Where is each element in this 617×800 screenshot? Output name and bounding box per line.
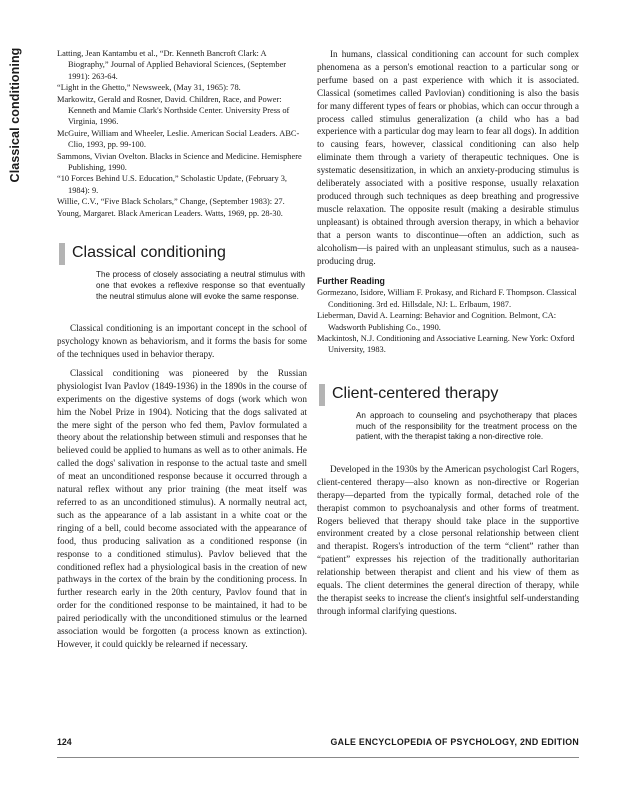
body-paragraph: Classical conditioning is an important concept in the school of psychology known as behaviorism, and it forms the basis for some of the techniques used in behavior therapy.	[57, 323, 307, 360]
reference-item: “Light in the Ghetto,” Newsweek, (May 31, 1965): 78.	[57, 83, 241, 93]
body-paragraph: Classical conditioning was pioneered by the Russian physiologist Ivan Pavlov (1849-1936) in the 1890s in the course of experiments on the digestive systems of dogs (work which won him the Nobel Prize in 1904). Noticing that the dogs salivated at the mere sight of the person who fed them, Pavlov formulated a theory about the relationship between stimuli and responses that he believed could be applied to humans as well as to other animals. He called the dogs' salivation in response to the actual taste and smell of meat an unconditioned response because it occurred through a natural reflex without any prior training (the meat itself was referred to as an unconditioned stimulus). A normally neutral act, such as the appearance of a lab assistant in a white coat or the ringing of a bell, could become associated with the appearance of food, thus producing salivation as a conditioned response (in response to a conditioned stimulus). Pavlov believed that the conditioned reflex had a physiological basis in the creation of new pathways in the cortex of the brain by the conditioning process. In further research early in the 20th century, Pavlov found that in order for the conditioned response to be maintained, it had to be paired periodically with the unconditioned stimulus or the learned association would be forgotten (a process known as extinction). However, it could quickly be relearned if necessary.	[57, 367, 307, 649]
reference-item: Young, Margaret. Black American Leaders. Watts, 1969, pp. 28-30.	[57, 208, 283, 218]
publication-title: GALE ENCYCLOPEDIA OF PSYCHOLOGY, 2ND EDITION	[330, 737, 579, 747]
side-label-text: Classical conditioning	[8, 47, 22, 183]
classical-conditioning-heading-box	[57, 243, 307, 302]
body-paragraph: In humans, classical conditioning can account for such complex phenomena as a person's emotional reaction to a particular song or perfume based on a past experience with which it is associated. Classical (sometimes called Pavlovian) conditioning is also the basis for many different types of fears or phobias, which can occur through a process called stimulus generalization (a child who has a bad experience with a particular dog may learn to fear all dogs). In addition to causing fears, however, classical conditioning can also help eliminate them through a variety of therapeutic techniques. One is systematic desensitization, in which an anxiety-producing stimulus is deliberately associated with a positive response, usually relaxation produced through such techniques as deep breathing and progressive muscle relaxation. The opposite result (making a desirable stimulus unpleasant) is obtained through aversion therapy, in which a behavior that a person wants to discontinue—often an addiction, such as alcoholism—is paired with an unpleasant stimulus, such as a nausea-producing drug.	[317, 49, 579, 266]
further-reading-heading: Further Reading	[317, 276, 385, 287]
running-head-side-label	[2, 47, 28, 183]
section-definition: The process of closely associating a neutral stimulus with one that evokes a reflexive response so that eventually the neutral stimulus alone will evoke the same response.	[96, 270, 305, 301]
body-paragraph: Developed in the 1930s by the American psychologist Carl Rogers, client-centered therapy—also known as non-directive or Rogerian therapy—departed from the typically formal, detached role of the therapist common to psychoanalysis and other forms of treatment. Rogers believed that therapy should take place in the supportive environment created by a close personal relationship between client and therapist. Rogers's introduction of the term “client” rather than “patient” expresses his rejection of the traditionally authoritarian relationship between therapist and client and his view of them as equals. The client determines the general direction of therapy, while the therapist seeks to increase the client's insightful self-understanding through informal clarifying questions.	[317, 463, 579, 616]
page-footer	[57, 737, 579, 749]
right-column	[317, 48, 579, 618]
heading-accent-bar	[319, 384, 325, 406]
reference-item: McGuire, William and Wheeler, Leslie. American Social Leaders. ABC-Clio, 1993, pp. 99-100.	[57, 128, 300, 150]
left-column	[57, 48, 307, 651]
further-reading-item: Mackintosh, N.J. Conditioning and Associative Learning. New York: Oxford University, 1983.	[317, 334, 575, 355]
reference-list	[57, 48, 307, 219]
reference-item: Latting, Jean Kantambu et al., “Dr. Kenneth Bancroft Clark: A Biography,” Journal of Applied Behavioral Sciences, (September 1991): 263-64.	[57, 49, 287, 81]
heading-accent-bar	[59, 243, 65, 265]
further-reading-item: Lieberman, David A. Learning: Behavior and Cognition. Belmont, CA: Wadsworth Publishing Co., 1990.	[317, 311, 557, 332]
client-centered-heading-box	[317, 384, 579, 443]
reference-item: “10 Forces Behind U.S. Education,” Scholastic Update, (February 3, 1984): 9.	[57, 174, 288, 195]
footer-rule	[57, 757, 579, 758]
further-reading-item: Gormezano, Isidore, William F. Prokasy, and Richard F. Thompson. Classical Conditioning. 3rd ed. Hillsdale, NJ: L. Erlbaum, 1987.	[317, 288, 577, 309]
reference-item: Markowitz, Gerald and Rosner, David. Children, Race, and Power: Kenneth and Mamie Clark's Northside Center. University Press of Virginia, 1996.	[57, 94, 290, 127]
section-title: Classical conditioning	[72, 244, 226, 262]
reference-item: Sammons, Vivian Ovelton. Blacks in Science and Medicine. Hemisphere Publishing, 1990.	[57, 151, 302, 173]
page-number: 124	[57, 737, 72, 747]
section-definition: An approach to counseling and psychotherapy that places much of the responsibility for the treatment process on the patient, with the therapist taking a non-directive role.	[356, 410, 577, 442]
reference-item: Willie, C.V., “Five Black Scholars,” Change, (September 1983): 27.	[57, 197, 285, 207]
section-title: Client-centered therapy	[332, 384, 499, 402]
